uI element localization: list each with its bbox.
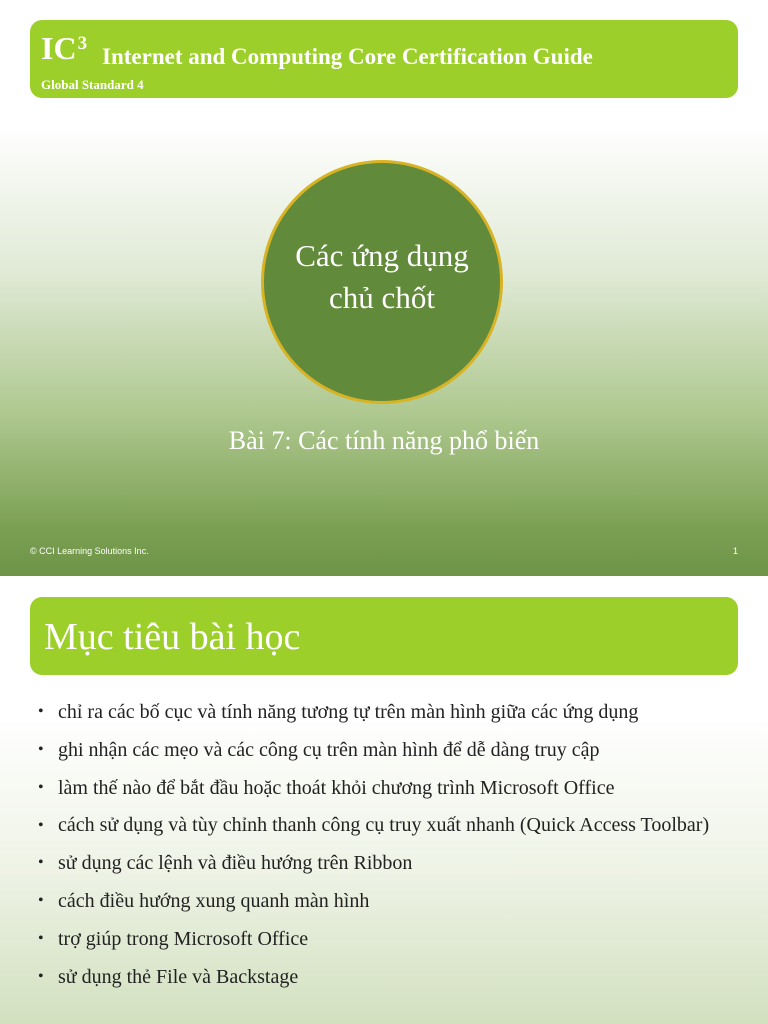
copyright-footer: © CCI Learning Solutions Inc. [30, 546, 149, 556]
list-item [38, 772, 738, 804]
logo-main: IC [41, 30, 77, 66]
objectives-banner [30, 597, 738, 675]
list-item [38, 696, 738, 728]
bullet-icon: • [38, 968, 44, 985]
list-item [38, 885, 738, 917]
topic-text [272, 235, 492, 319]
list-item [38, 923, 738, 955]
bullet-icon: • [38, 703, 44, 720]
list-item-text: sử dụng các lệnh và điều hướng trên Ribbon [58, 852, 413, 874]
bullet-icon: • [38, 741, 44, 758]
lesson-title: Bài 7: Các tính năng phổ biến [228, 426, 540, 455]
header-banner [30, 20, 738, 98]
topic-circle [261, 160, 503, 404]
objectives-list [38, 696, 738, 999]
list-item [38, 847, 738, 879]
list-item-text: cách điều hướng xung quanh màn hình [58, 890, 370, 912]
list-item-text: sử dụng thẻ File và Backstage [58, 966, 299, 988]
list-item [38, 961, 738, 993]
list-item-text: trợ giúp trong Microsoft Office [58, 928, 309, 950]
objectives-title: Mục tiêu bài học [44, 616, 301, 658]
list-item-text: làm thế nào để bắt đầu hoặc thoát khỏi chương trình Microsoft Office [58, 777, 615, 799]
list-item [38, 734, 738, 766]
guide-title: Internet and Computing Core Certification Guide [102, 44, 593, 69]
list-item-text: ghi nhận các mẹo và các công cụ trên màn hình để dễ dàng truy cập [58, 739, 600, 761]
bullet-icon: • [38, 854, 44, 871]
guide-subtitle: Global Standard 4 [41, 77, 144, 92]
topic-line-2: chủ chốt [329, 280, 435, 315]
logo-superscript: 3 [77, 33, 88, 54]
list-item [38, 810, 738, 841]
bullet-icon: • [38, 930, 44, 947]
bullet-icon: • [38, 892, 44, 909]
topic-line-1: Các ứng dụng [295, 238, 469, 273]
objectives-slide [0, 586, 768, 1024]
page-number: 1 [732, 546, 738, 556]
bullet-icon: • [38, 817, 44, 834]
list-item-text: cách sử dụng và tùy chỉnh thanh công cụ truy xuất nhanh (Quick Access Toolbar) [58, 814, 710, 836]
ic3-logo [41, 32, 87, 70]
list-item-text: chỉ ra các bố cục và tính năng tương tự trên màn hình giữa các ứng dụng [58, 701, 639, 723]
bullet-icon: • [38, 779, 44, 796]
